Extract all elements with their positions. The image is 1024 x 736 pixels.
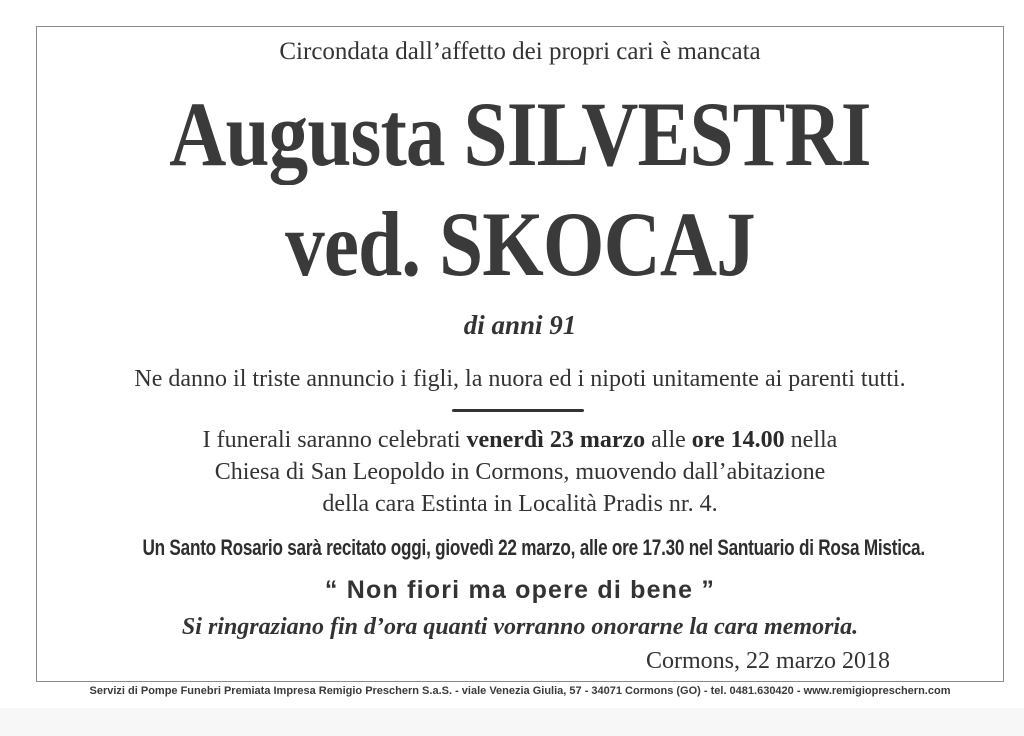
funeral-line3: della cara Estinta in Località Pradis nr. 4. (322, 491, 718, 517)
deceased-name-line1: Augusta SILVESTRI (169, 83, 871, 185)
flowers-request: “ Non fiori ma opere di bene ” (324, 576, 716, 604)
funeral-line2: Chiesa di San Leopoldo in Cormons, muovendo dall’abitazione (214, 459, 826, 485)
divider-line (452, 409, 584, 412)
thanks-text: Si ringraziano fin d’ora quanti vorranno onorarne la cara memoria. (181, 614, 859, 640)
funeral-line1 (36, 424, 1004, 456)
age-text: di anni 91 (463, 310, 577, 340)
funeral-text-b: alle (645, 427, 692, 453)
deceased-name-line2: ved. SKOCAJ (285, 193, 755, 295)
announcement-text: Ne danno il triste annuncio i figli, la nuora ed i nipoti unitamente ai parenti tutti. (134, 366, 906, 392)
intro-text: Circondata dall’affetto dei propri cari è mancata (279, 38, 761, 65)
rosary-text: Un Santo Rosario sarà recitato oggi, giovedì 22 marzo, alle ore 17.30 nel Santuario di Rosa Mistica. (142, 535, 925, 560)
funeral-time: ore 14.00 (691, 427, 785, 453)
page-bottom-margin (0, 708, 1024, 736)
place-date: Cormons, 22 marzo 2018 (646, 648, 890, 674)
funeral-home-footer: Servizi di Pompe Funebri Premiata Impresa Remigio Preschern S.a.S. - viale Venezia Giulia, 57 - 34071 Cormons (GO) - tel. 0481.630420 - www.remigiopreschern.com (89, 685, 951, 697)
funeral-details (36, 424, 1004, 520)
funeral-text-a: I funerali saranno celebrati (202, 427, 467, 453)
funeral-day: venerdì 23 marzo (466, 427, 646, 453)
funeral-text-c: nella (784, 427, 838, 453)
